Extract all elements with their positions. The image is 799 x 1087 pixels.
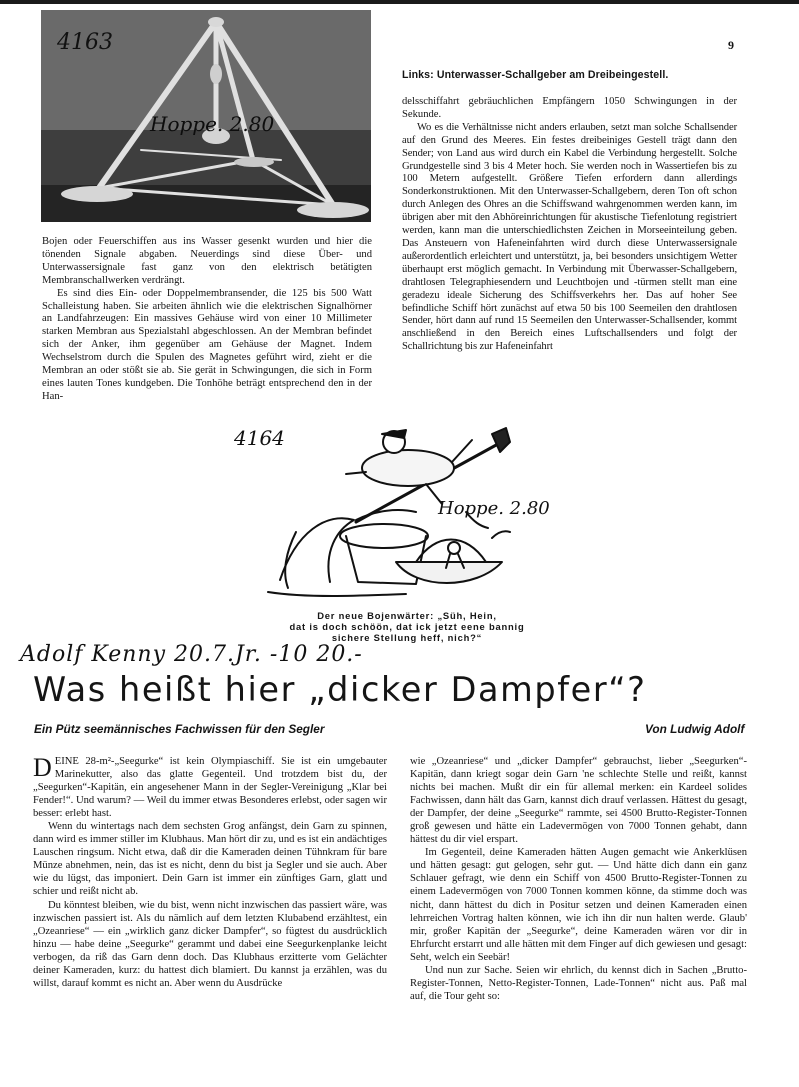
article-subtitle: Ein Pütz seemännisches Fachwissen für den Segler bbox=[34, 722, 325, 736]
article-headline: Was heißt hier „dicker Dampfer“? bbox=[33, 670, 647, 709]
article-opening-paragraph bbox=[33, 755, 387, 820]
drop-cap: D bbox=[33, 753, 52, 782]
top-left-paragraph: Es sind dies Ein- oder Doppelmembransender, die 125 bis 500 Watt Schalleistung haben. Sie arbeiten ähnlich wie die elektrischen Signalhörner an Landfahrzeugen: Ein massives Gehäuse wird von einer 10 Millimeter starken Membran aus Spezialstahl abgeschlossen. An der Membran befindet sich der Anker, ihm gegenüber am Gehäuse der Magnet. Indem Wechselstrom durch die Spulen des Magnetes geführt wird, zieht er die Membran an oder stößt sie ab. Sie gerät in Schwingungen, die sich in Form eines lauten Tones kundgeben. Die Tonhöhe beträgt entsprechend den in der Han- bbox=[42, 287, 372, 402]
cartoon-caption bbox=[272, 610, 542, 643]
top-right-paragraph: Wo es die Verhältnisse nicht anders erlauben, setzt man solche Schallsender auf den Grund des Meeres. Ein festes dreibeiniges Gestell trägt dann den Sender; von Land aus wird durch ein Kabel die Verbindung hergestellt. Solche Grundgestelle sind 3 bis 4 Meter hoch. Sie werden noch in Wassertiefen bis zu 100 Metern aufgestellt. Größere Tiefen erfordern dann allerdings Sonderkonstruktionen. Mit den Unterwasser-Schallgebern, deren Ton oft schon durch Anlegen des Ohres an die Schiffswand wahrgenommen werden kann, im übrigen aber mit den Abhöreinrichtungen für akustische Tiefenlotung registriert werden, kann man die unterschiedlichsten Zeichen in Morseeinteilung geben. Das Ansteuern von Hafeneinfahrten wird durch diese Unterwassersignale außerordentlich erleichtert und unterstützt, ja, bei besonders unsichtigem Wetter überhaupt erst möglich gemacht. In Verbindung mit Überwasser-Schallgebern, drahtlosen Telegraphiesendern und Leuchtbojen und -türmen stellt man eine geradezu ideale Sicherung des Schiffsverkehrs her. Das auf hoher See befindliche Schiff hört zunächst auf etwa 50 bis 100 Seemeilen den drahtlosen Sender, hört dann auf rund 15 Seemeilen den Unterwasser-Schallsender, kommt anschließend in den Bereich eines Luftschallsenders und folgt der Schallrichtung bis zur Hafeneinfahrt bbox=[402, 121, 737, 353]
top-article-right-column bbox=[402, 96, 737, 354]
article-paragraph: Und nun zur Sache. Seien wir ehrlich, du kennst dich in Sachen „Brutto-Register-Tonnen, Netto-Register-Tonnen, Lade-Tonnen“ nicht aus. Paß mal auf, die Tour geht so: bbox=[410, 964, 747, 1002]
article-paragraph: Du könntest bleiben, wie du bist, wenn nicht inzwischen das passiert wäre, was inzwischen passiert ist. Als du nämlich auf dem letzten Klubabend erzähltest, ein „Ozeanriese“ — ein „wirklich ganz dicker Dampfer“, so fügtest du ausdrücklich hinzu — habe deine „Seegurke“ gerammt und dabei eine Seegurkenplanke leicht verbogen, da riß das Garn denn doch. Das Klubhaus erzitterte vom Gelächter deiner Kameraden, kurz: du hattest dich blamiert. Du kannst ja erzählen, was du willst, darauf kommt es nicht an. Aber wenn du Ausdrücke bbox=[33, 899, 387, 989]
page-number: 9 bbox=[728, 38, 734, 52]
top-left-paragraph: Bojen oder Feuerschiffen aus ins Wasser gesenkt wurden und hier die tönenden Signale abgaben. Neuerdings sind diese Über- und Unterwassersignale fast ganz von den elektrisch betätigten Membranschallwerken verdrängt. bbox=[42, 236, 372, 286]
cartoon-caption-line: Der neue Bojenwärter: „Süh, Hein, bbox=[317, 610, 497, 621]
article-paragraph: wie „Ozeanriese“ und „dicker Dampfer“ gebrauchst, lieber „Seegurken“-Kapitän, dann kriegt sogar dein Garn 'ne schlechte Stelle und reißt, kannst nichts bei machen. Mußt dir ein für allemal merken: ein Kardeel solides Fachwissen, dann hält das Garn, kannst dich drauf verlassen. Hättest du gesagt, der Dampfer, der deine „Seegurke“ rammte, sei 4500 Brutto-Register-Tonnen groß gewesen und hätte ein Ladevermögen von 7000 Tonnen gehabt, dann hättest du dir viel erspart. bbox=[410, 756, 747, 846]
opening-text: EINE 28-m²-„Seegurke“ ist kein Olympiaschiff. Sie ist ein umgebauter Marinekutter, also das glatte Gegenteil. Und trotzdem bist du, der „Seegurken“-Kapitän, ein angesehener Mann in der Segler-Vereinigung „Klar bei Fender!“. Und warum? — Weil du immer etwas Besonderes erlebst, oder sagen wir besser: erlebt hast. bbox=[33, 756, 387, 820]
signature-photo: Hoppe. 2.80 bbox=[150, 112, 275, 136]
cartoon-caption-line: sichere Stellung heff, nich?“ bbox=[331, 632, 483, 643]
archive-number-cartoon: 4164 bbox=[234, 426, 285, 450]
top-border bbox=[0, 0, 799, 4]
article-paragraph: Wenn du wintertags nach dem sechsten Grog anfängst, dein Garn zu spinnen, dann wird es immer stiller im Klubhaus. Man hört dir zu, und es ist ein andächtiges Lauschen ringsum. Nicht etwa, daß dir die Kameraden deinen Tühnkram für bare Münze abnehmen, nein, das ist es nicht, denn du bist ja Segler und sie auch. Aber wie du lügst, das imponiert. Dein Garn ist immer ein zünftiges Garn, glatt und schier und reißt nicht ab. bbox=[33, 821, 387, 898]
article-right-column bbox=[410, 755, 747, 1003]
photo-caption: Links: Unterwasser-Schallgeber am Dreibeingestell. bbox=[402, 69, 669, 81]
top-article-left-column bbox=[42, 236, 372, 404]
article-author: Von Ludwig Adolf bbox=[645, 722, 745, 736]
payment-note: Adolf Kenny 20.7.Jr. -10 20.- bbox=[20, 642, 363, 667]
signature-cartoon: Hoppe. 2.80 bbox=[438, 498, 550, 519]
article-paragraph: Im Gegenteil, deine Kameraden hätten Augen gemacht wie Ankerklüsen und hätten gesagt: gut gelogen, sehr gut. — Und hätte dich dann ein ganz Schlauer gefragt, wie denn ein Schiff von 4500 Brutto-Register-Tonnen zu einem Ladevermögen von 7000 Tonnen kommen könne, da stimme doch was nicht, dann hättest du dich in Positur setzen und deinen Kameraden einen lehrreichen Vortrag halten können, wie ich ihn dir nun halten werde. Glaub' mir, großer Kapitän der „Seegurke“, deine Kameraden wären vor dir in Ehrfurcht erstarrt und alle hätten mit dem Finger auf dich gewiesen und gesagt: Seht, welch ein Seebär! bbox=[410, 847, 747, 963]
top-right-paragraph: delsschiffahrt gebräuchlichen Empfängern 1050 Schwingungen in der Sekunde. bbox=[402, 96, 737, 120]
cartoon-caption-line: dat is doch schöön, dat ick jetzt eene bannig bbox=[289, 621, 525, 632]
archive-number-top: 4163 bbox=[57, 30, 113, 55]
article-left-column bbox=[33, 755, 387, 990]
